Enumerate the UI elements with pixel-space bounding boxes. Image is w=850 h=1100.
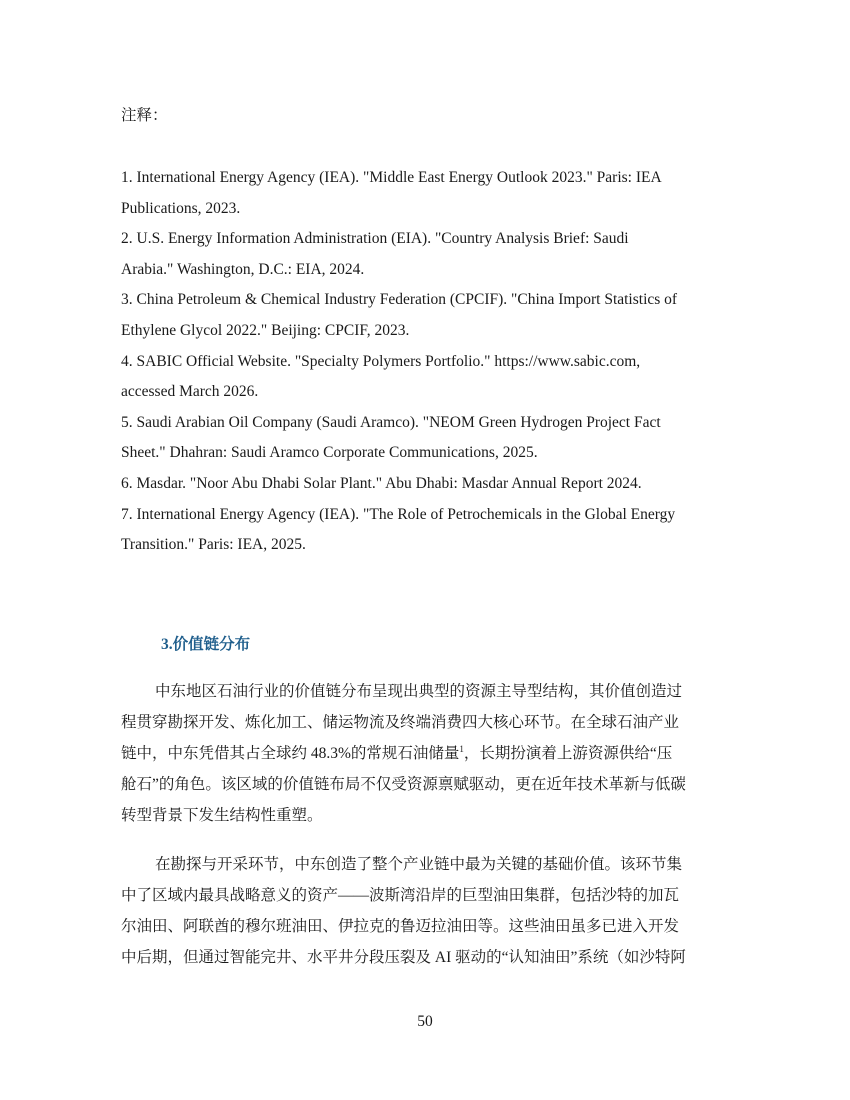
reference-line: accessed March 2026. <box>121 383 259 401</box>
reference-item-1 <box>121 163 731 224</box>
reference-line: 3. China Petroleum & Chemical Industry Federation (CPCIF). "China Import Statistics of <box>121 291 678 309</box>
paragraph-line <box>121 738 741 769</box>
paragraph-line: 中东地区石油行业的价值链分布呈现出典型的资源主导型结构，其价值创造过 <box>155 683 683 700</box>
reference-line: 7. International Energy Agency (IEA). "The Role of Petrochemicals in the Global Energy <box>121 505 676 523</box>
reference-item-7 <box>121 500 731 561</box>
reference-line: 5. Saudi Arabian Oil Company (Saudi Aramco). "NEOM Green Hydrogen Project Fact <box>121 413 661 431</box>
notes-heading: 注释： <box>121 107 168 124</box>
paragraph-value-chain-intro <box>121 676 741 831</box>
reference-item-4 <box>121 347 731 408</box>
page-number: 50 <box>417 1013 433 1030</box>
reference-item-3 <box>121 285 731 346</box>
reference-line: 2. U.S. Energy Information Administration (EIA). "Country Analysis Brief: Saudi <box>121 230 629 248</box>
paragraph-line: 在勘探与开采环节，中东创造了整个产业链中最为关键的基础价值。该环节集 <box>155 856 683 873</box>
footnote-marker: 1 <box>459 744 464 754</box>
section-title: 3.价值链分布 <box>161 636 251 653</box>
paragraph-line: 舱石”的角色。该区域的价值链布局不仅受资源禀赋驱动，更在近年技术革新与低碳 <box>121 776 686 793</box>
reference-item-2 <box>121 224 731 285</box>
reference-line: Transition." Paris: IEA, 2025. <box>121 536 306 554</box>
reference-line: 6. Masdar. "Noor Abu Dhabi Solar Plant." Abu Dhabi: Masdar Annual Report 2024. <box>121 474 642 492</box>
paragraph-text: 链中，中东凭借其占全球约 48.3%的常规石油储量 <box>121 745 460 762</box>
reference-line: Ethylene Glycol 2022." Beijing: CPCIF, 2023. <box>121 321 410 339</box>
paragraph-line: 程贯穿勘探开发、炼化加工、储运物流及终端消费四大核心环节。在全球石油产业 <box>121 714 680 731</box>
paragraph-line: 转型背景下发生结构性重塑。 <box>121 807 323 824</box>
reference-line: Arabia." Washington, D.C.: EIA, 2024. <box>121 260 365 278</box>
reference-item-6 <box>121 469 731 500</box>
paragraph-line: 尔油田、阿联酋的穆尔班油田、伊拉克的鲁迈拉油田等。这些油田虽多已进入开发 <box>121 918 680 935</box>
paragraph-line: 中后期，但通过智能完井、水平井分段压裂及 AI 驱动的“认知油田”系统（如沙特阿 <box>121 949 686 966</box>
reference-line: 1. International Energy Agency (IEA). "Middle East Energy Outlook 2023." Paris: IEA <box>121 169 662 186</box>
paragraph-line: 中了区域内最具战略意义的资产——波斯湾沿岸的巨型油田集群，包括沙特的加瓦 <box>121 887 680 904</box>
paragraph-text: ，长期扮演着上游资源供给“压 <box>463 745 673 762</box>
reference-line: 4. SABIC Official Website. "Specialty Polymers Portfolio." https://www.sabic.com, <box>121 352 641 370</box>
reference-line: Sheet." Dhahran: Saudi Aramco Corporate Communications, 2025. <box>121 444 538 462</box>
reference-line: Publications, 2023. <box>121 199 241 217</box>
reference-item-5 <box>121 408 731 469</box>
paragraph-exploration <box>121 849 741 973</box>
reference-list <box>121 163 731 561</box>
